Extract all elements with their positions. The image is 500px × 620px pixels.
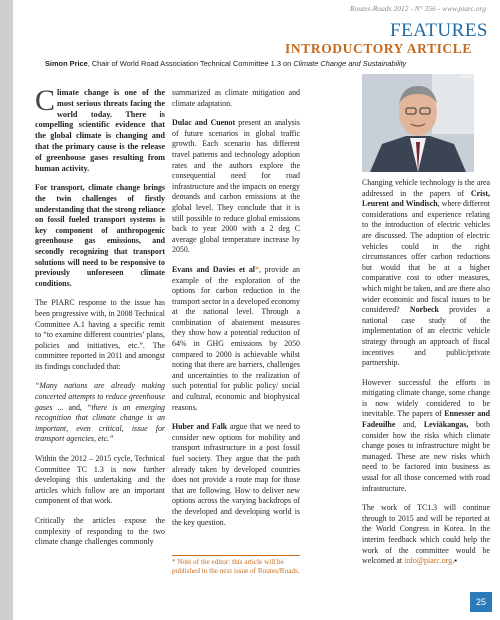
paragraph: [172, 118, 300, 256]
quote: “Many nations are already making concerted attempts to reduce greenhouse gases ...: [35, 381, 165, 412]
author-role: , Chair of World Road Association Technical Committee 1.3 on: [87, 59, 294, 68]
paragraph: [362, 178, 490, 369]
paragraph-text: , provide an example of the exploration of the options for carbon reduction in the transport sector in a developed economy at the national level. Through a combination of abatement measures they show how a potential reduction of 64% in GHG emissions by 2050 compared to 2000 is achievable whilst noting that there are barriers, challenges and uncertainties to the realization of such potential for public policy/ social and cultural, economic and biophysical reasons.: [172, 264, 300, 412]
author-names: Huber and Falk: [172, 422, 228, 432]
quote-connector: and,: [63, 402, 87, 412]
article-title: INTRODUCTORY ARTICLE: [285, 41, 472, 56]
paragraph: summarized as climate mitigation and climate adaptation.: [172, 88, 300, 108]
paragraph-text: , where different considerations and experience relating to the introduction of electric vehicles are discussed. The adoption of electric vehicles could in the right circumstances offer carbon reductions but would that be at a higher comparative cost to other measures, which might be taken, and are there also wider economic and fiscal issues to be considered?: [362, 199, 490, 315]
paragraph-text: both consider how the risks which climate change poses to infrastructure might be managed. These are new risks which need to be factored into business as usual for all those concerned with road infrastructure.: [362, 420, 490, 493]
portrait-illustration: [362, 74, 474, 172]
left-margin-bar: [0, 0, 13, 620]
footnote-mark: *: [254, 264, 259, 274]
paragraph: [172, 265, 300, 413]
drop-cap: C: [35, 84, 56, 117]
end-mark: .▪: [452, 556, 457, 566]
paragraph: [362, 378, 490, 495]
committee-name: Climate Change and Sustainability: [293, 59, 407, 68]
author-names: Leviäkangas,: [423, 420, 469, 430]
section-title: FEATURES: [390, 20, 488, 41]
author-name: Simon Price: [45, 59, 88, 68]
paragraph-text: Changing vehicle technology is the area addressed in the papers of: [362, 178, 490, 198]
email-link[interactable]: info@piarc.org: [404, 556, 453, 566]
paragraph-text: However successful the efforts in mitigating climate change, some change is now widely considered to be inevitable. The papers of: [362, 377, 490, 419]
author-names: Dulac and Cuenot: [172, 118, 236, 128]
column-2: [172, 88, 300, 537]
author-names: Evans and Davies et al: [172, 264, 255, 274]
paragraph: For transport, climate change brings the twin challenges of firstly understanding that the strong reliance on fossil fueled transport systems is key component of anthropogenic greenhouse gas emissions, and secondly recognizing that transport solutions will need to be responsive to previously unforeseen climate conditions.: [35, 183, 165, 288]
column-1: [35, 84, 166, 557]
paragraph-text: and,: [395, 420, 424, 430]
paragraph-text: argue that we need to consider new options for mobility and transport infrastructure in a post fossil fuel society. They argue that the path already taken by developed countries does not provide a route map for those that are following. How to deliver new options across the varying backdrops of the developed and developing world is the key question.: [172, 422, 300, 527]
paragraph-text: present an analysis of future scenarios in global traffic growth. Each scenario has different travel patterns and technology adoption rates and the authors explore the consequential need for road infrastructure and the impacts on energy demands and carbon emissions at the global level. They conclude that it is still possible to reduce global emissions back to year 2000 with a 2 deg C average global temperature increase by 2050.: [172, 118, 300, 255]
column-3: [362, 178, 490, 576]
author-names: Norbeck: [409, 305, 439, 315]
paragraph-text: The work of TC1.3 will continue through to 2015 and will be reported at the World Congress in Korea. In the interim feedback which could help the work of the committee would be welcomed at: [362, 503, 490, 566]
author-names: Crist, Leurent and Windisch: [362, 188, 490, 209]
quote-paragraph: [35, 381, 165, 445]
paragraph: Critically the articles expose the complexity of responding to the two climate change challenges commonly: [35, 516, 165, 547]
paragraph: The PIARC response to the issue has been progressive with, in 2008 Technical Committee A.1 having a specific remit to “to examine different countries’ plans, policies and initiatives, etc.”. The committee reported in 2011 and amongst its findings concluded that:: [35, 298, 165, 371]
lead-paragraph: [35, 84, 165, 174]
photo-credit: PIARC: [460, 74, 474, 79]
byline: [45, 59, 495, 68]
paragraph-text: provides a national case study of the implementation of an electric vehicle strategy through an approach of fiscal incentives and public/private partnership.: [362, 305, 491, 368]
quote: “there is an emerging recognition that climate change is an important, even critical, issue for transport agencies, etc.”: [35, 402, 166, 444]
author-names: Ennesser and Fadeuilhe: [362, 409, 490, 430]
paragraph: [362, 503, 490, 567]
page-number: 25: [470, 592, 492, 612]
issue-header: Routes-Roads 2012 - N° 356 - www.piarc.org: [349, 4, 486, 13]
editor-footnote: * Note of the editor: this article will be published in the next issue of Routes/Roads.: [172, 555, 300, 576]
lead-text: limate change is one of the most serious threats facing the world today. There is compelling scientific evidence that the global climate is changing and that the primary cause is the release of greenhouse gases resulting from human activity.: [35, 88, 165, 173]
paragraph: [172, 422, 300, 528]
paragraph: Within the 2012 – 2015 cycle, Technical Committee TC 1.3 is now further developing this undertaking and the articles which follow are an important component of that work.: [35, 454, 165, 506]
author-photo: [362, 74, 474, 172]
